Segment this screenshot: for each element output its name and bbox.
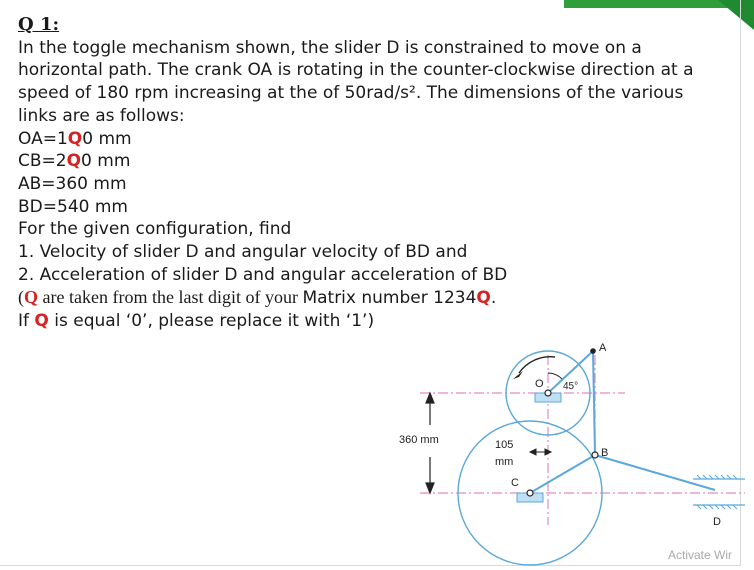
link-bd bbox=[595, 455, 715, 490]
note-matrix: Matrix bbox=[302, 288, 356, 309]
activate-windows-watermark: Activate Wir bbox=[668, 548, 733, 562]
task-1: 1. Velocity of slider D and angular velocity of BD and bbox=[18, 242, 468, 263]
intro-line-1: In the toggle mechanism shown, the slider D is constrained to move on a bbox=[18, 37, 642, 58]
label-o: O bbox=[535, 378, 544, 390]
angle-arc bbox=[548, 373, 562, 379]
dim-oa-post: 0 mm bbox=[82, 128, 132, 149]
dim-oa-q: Q bbox=[67, 128, 83, 149]
find-heading: For the given configuration, find bbox=[18, 219, 292, 240]
label-c: C bbox=[511, 477, 519, 489]
link-ab bbox=[593, 351, 595, 455]
joint-c bbox=[527, 490, 533, 496]
rotation-arc bbox=[519, 357, 555, 373]
question-title: Q 1: bbox=[18, 14, 60, 35]
note-line-1 bbox=[18, 286, 718, 310]
note-line-2 bbox=[18, 310, 718, 333]
label-d: D bbox=[713, 516, 721, 528]
joint-o bbox=[545, 390, 551, 396]
label-105: 105 bbox=[495, 439, 514, 451]
label-angle: 45° bbox=[563, 381, 579, 392]
label-105-unit: mm bbox=[495, 456, 514, 468]
dim-cb bbox=[18, 150, 718, 173]
ground-pivots bbox=[517, 393, 561, 502]
task-2: 2. Acceleration of slider D and angular acceleration of BD bbox=[18, 264, 508, 285]
dim-cb-q: Q bbox=[66, 151, 82, 172]
dim-oa-pre: OA=1 bbox=[18, 128, 68, 149]
dim-cb-post: 0 mm bbox=[81, 151, 131, 172]
note2-q: Q bbox=[34, 311, 49, 332]
rotation-arrow-head-icon bbox=[513, 371, 523, 379]
note-q: Q bbox=[24, 287, 39, 308]
note-number: number 1234 bbox=[355, 288, 477, 309]
intro-line-3: speed of 180 rpm increasing at the of 50rad/s². The dimensions of the various bbox=[18, 83, 684, 104]
note2-pre: If bbox=[18, 311, 35, 332]
label-a: A bbox=[599, 342, 607, 354]
note-open-paren: ( bbox=[18, 287, 24, 308]
note-end: . bbox=[490, 288, 497, 309]
dimension-105 bbox=[530, 449, 551, 455]
dim-bd: BD=540 mm bbox=[18, 196, 128, 217]
label-b: B bbox=[601, 447, 609, 459]
slider-guides bbox=[693, 479, 745, 505]
slider-hatch bbox=[697, 475, 737, 509]
links bbox=[530, 351, 715, 493]
intro-line-2: horizontal path. The crank OA is rotating in the counter-clockwise direction at a bbox=[18, 60, 694, 81]
toggle-mechanism-diagram bbox=[385, 335, 750, 570]
note2-post: is equal ‘0’, please replace it with ‘1’) bbox=[48, 311, 375, 332]
joint-b bbox=[592, 452, 598, 458]
label-360mm: 360 mm bbox=[399, 434, 439, 446]
link-cb bbox=[530, 455, 595, 493]
dim-oa bbox=[18, 128, 718, 151]
note-q2: Q bbox=[476, 288, 491, 309]
note-mid: are taken from the last digit of your bbox=[38, 287, 303, 308]
question-text bbox=[18, 14, 718, 333]
dim-ab: AB=360 mm bbox=[18, 173, 127, 194]
centre-lines bbox=[420, 355, 745, 525]
intro-line-4: links are as follows: bbox=[18, 105, 185, 126]
dim-cb-pre: CB=2 bbox=[18, 151, 67, 172]
joint-a bbox=[590, 348, 596, 354]
